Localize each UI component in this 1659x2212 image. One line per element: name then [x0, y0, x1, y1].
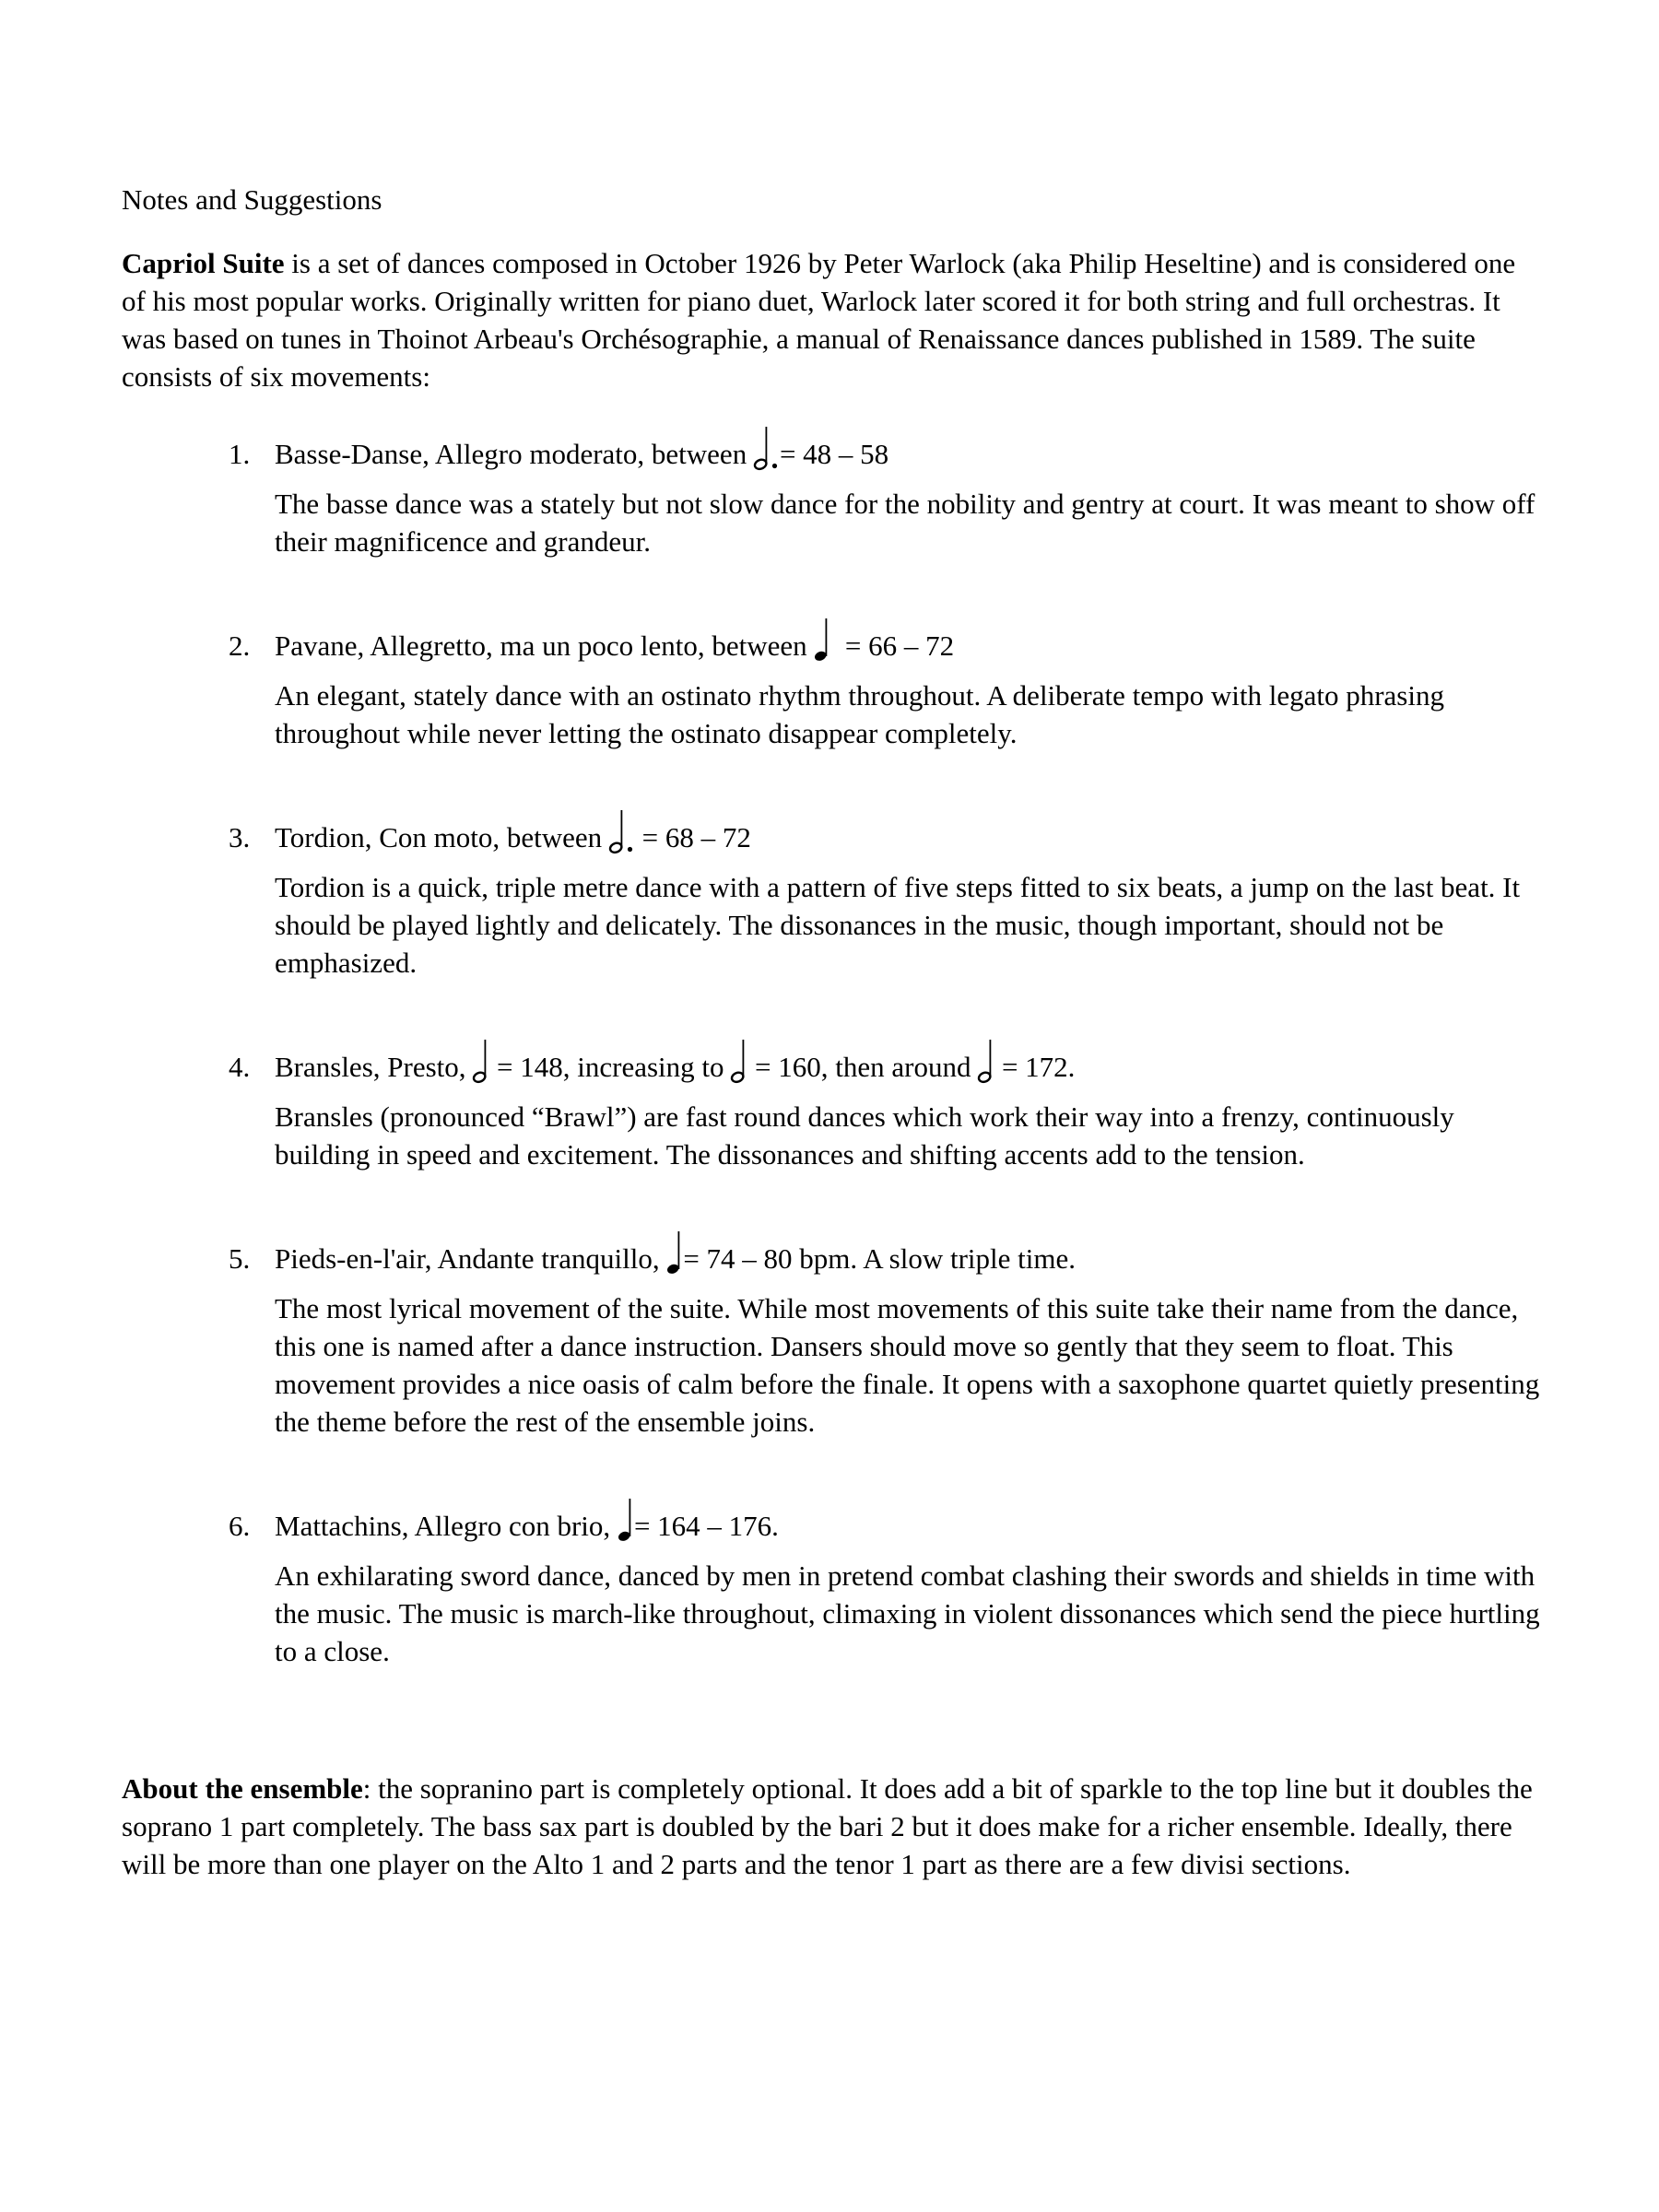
movement-heading: Pieds-en-l'air, Andante tranquillo, = 74 – 80 bpm. A slow triple time. — [275, 1240, 1541, 1277]
document-content — [122, 0, 1541, 1883]
intro-paragraph — [122, 244, 1541, 395]
dotted-half-note-icon — [609, 822, 635, 850]
movement-item — [122, 818, 1541, 982]
movement-content — [275, 1048, 1541, 1173]
movement-description: The most lyrical movement of the suite. While most movements of this suite take their name from the dance, this one is named after a dance instruction. Dansers should move so gently that they seem to float. This movement provides a nice oasis of calm before the finale. It opens with a saxophone quartet quietly presenting the theme before the rest of the ensemble joins. — [275, 1292, 1540, 1438]
ensemble-text: : the sopranino part is completely optional. It does add a bit of sparkle to the top line but it doubles the soprano 1 part completely. The bass sax part is doubled by the bari 2 but it does make for a richer ensemble. Ideally, there will be more than one player on the Alto 1 and 2 parts and the tenor 1 part as there are a few divisi sections. — [122, 1772, 1533, 1880]
movement-content — [275, 818, 1541, 982]
movement-item — [122, 1507, 1541, 1670]
movement-number: 2. — [229, 629, 251, 662]
movement-heading: Basse-Danse, Allegro moderato, between = 48 – 58 — [275, 435, 1541, 473]
movement-heading: Bransles, Presto, = 148, increasing to = 160, then around = 172. — [275, 1048, 1541, 1086]
quarter-note-icon — [814, 630, 830, 658]
movement-description: The basse dance was a stately but not slow dance for the nobility and gentry at court. It was meant to show off their magnificence and grandeur. — [275, 488, 1535, 558]
movement-heading: Tordion, Con moto, between = 68 – 72 — [275, 818, 1541, 856]
movement-description: Bransles (pronounced “Brawl”) are fast round dances which work their way into a frenzy, continuously building in speed and excitement. The dissonances and shifting accents add to the tension. — [275, 1100, 1454, 1171]
movement-item — [122, 1048, 1541, 1173]
movement-description: An elegant, stately dance with an ostinato rhythm throughout. A deliberate tempo with legato phrasing throughout while never letting the ostinato disappear completely. — [275, 679, 1444, 749]
quarter-note-icon — [666, 1243, 683, 1271]
movement-number: 1. — [229, 438, 251, 470]
movement-number: 6. — [229, 1510, 251, 1542]
movement-description: An exhilarating sword dance, danced by men in pretend combat clashing their swords and shields in time with the music. The music is march-like throughout, climaxing in violent dissonances which send the piece hurtling to a close. — [275, 1559, 1540, 1667]
movement-number: 3. — [229, 821, 251, 853]
movement-item — [122, 435, 1541, 560]
movement-description: Tordion is a quick, triple metre dance with a pattern of five steps fitted to six beats, a jump on the last beat. It should be played lightly and delicately. The dissonances in the music, though important, should not be emphasized. — [275, 871, 1521, 979]
movement-content — [275, 435, 1541, 560]
movement-item — [122, 1240, 1541, 1441]
movement-number: 5. — [229, 1242, 251, 1275]
movement-heading: Mattachins, Allegro con brio, = 164 – 176. — [275, 1507, 1541, 1545]
movement-item — [122, 627, 1541, 752]
quarter-note-icon — [618, 1511, 634, 1538]
movements-list — [122, 435, 1541, 1670]
movement-number: 4. — [229, 1051, 251, 1083]
dotted-half-note-icon — [754, 439, 780, 466]
intro-text: is a set of dances composed in October 1926 by Peter Warlock (aka Philip Heseltine) and is considered one of his most popular works. Originally written for piano duet, Warlock later scored it for both string and full orchestras. It was based on tunes in Thoinot Arbeau's Orchésographie, a manual of Renaissance dances published in 1589. The suite consists of six movements: — [122, 247, 1516, 393]
half-note-icon — [473, 1052, 489, 1079]
movement-content — [275, 1240, 1541, 1441]
half-note-icon — [978, 1052, 994, 1079]
page-title: Notes and Suggestions — [122, 183, 382, 216]
movement-content — [275, 627, 1541, 752]
half-note-icon — [731, 1052, 747, 1079]
ensemble-paragraph — [122, 1770, 1541, 1883]
movement-heading: Pavane, Allegretto, ma un poco lento, between = 66 – 72 — [275, 627, 1541, 665]
intro-bold-lead: Capriol Suite — [122, 247, 285, 279]
movement-content — [275, 1507, 1541, 1670]
ensemble-bold-lead: About the ensemble — [122, 1772, 363, 1805]
